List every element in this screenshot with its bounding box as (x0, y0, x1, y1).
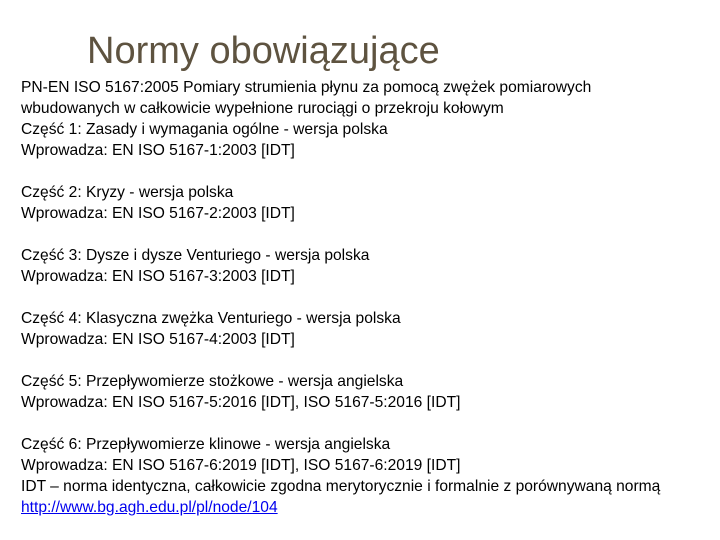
slide-title: Normy obowiązujące (87, 30, 440, 72)
idt-note: IDT – norma identyczna, całkowicie zgodna merytorycznie i formalnie z porównywaną normą (21, 478, 661, 495)
part-2-introduces: Wprowadza: EN ISO 5167-2:2003 [IDT] (21, 205, 295, 222)
slide-body (21, 77, 717, 518)
part-6-introduces: Wprowadza: EN ISO 5167-6:2019 [IDT], ISO 5167-6:2019 [IDT] (21, 457, 461, 474)
spacer (21, 161, 717, 182)
part-3-introduces: Wprowadza: EN ISO 5167-3:2003 [IDT] (21, 268, 295, 285)
standard-title-line-2: wbudowanych w całkowicie wypełnione rurociągi o przekroju kołowym (21, 100, 504, 117)
part-1-title: Część 1: Zasady i wymagania ogólne - wersja polska (21, 121, 388, 138)
spacer (21, 413, 717, 434)
part-3-title: Część 3: Dysze i dysze Venturiego - wersja polska (21, 247, 370, 264)
part-6-title: Część 6: Przepływomierze klinowe - wersja angielska (21, 436, 391, 453)
part-5-title: Część 5: Przepływomierze stożkowe - wersja angielska (21, 373, 404, 390)
spacer (21, 350, 717, 371)
library-link[interactable]: http://www.bg.agh.edu.pl/pl/node/104 (21, 499, 278, 516)
part-1-introduces: Wprowadza: EN ISO 5167-1:2003 [IDT] (21, 142, 295, 159)
part-5-introduces: Wprowadza: EN ISO 5167-5:2016 [IDT], ISO 5167-5:2016 [IDT] (21, 394, 461, 411)
part-4-title: Część 4: Klasyczna zwężka Venturiego - wersja polska (21, 310, 401, 327)
standard-title-line-1: PN-EN ISO 5167:2005 Pomiary strumienia płynu za pomocą zwężek pomiarowych (21, 79, 592, 96)
spacer (21, 224, 717, 245)
spacer (21, 287, 717, 308)
part-4-introduces: Wprowadza: EN ISO 5167-4:2003 [IDT] (21, 331, 295, 348)
part-2-title: Część 2: Kryzy - wersja polska (21, 184, 234, 201)
